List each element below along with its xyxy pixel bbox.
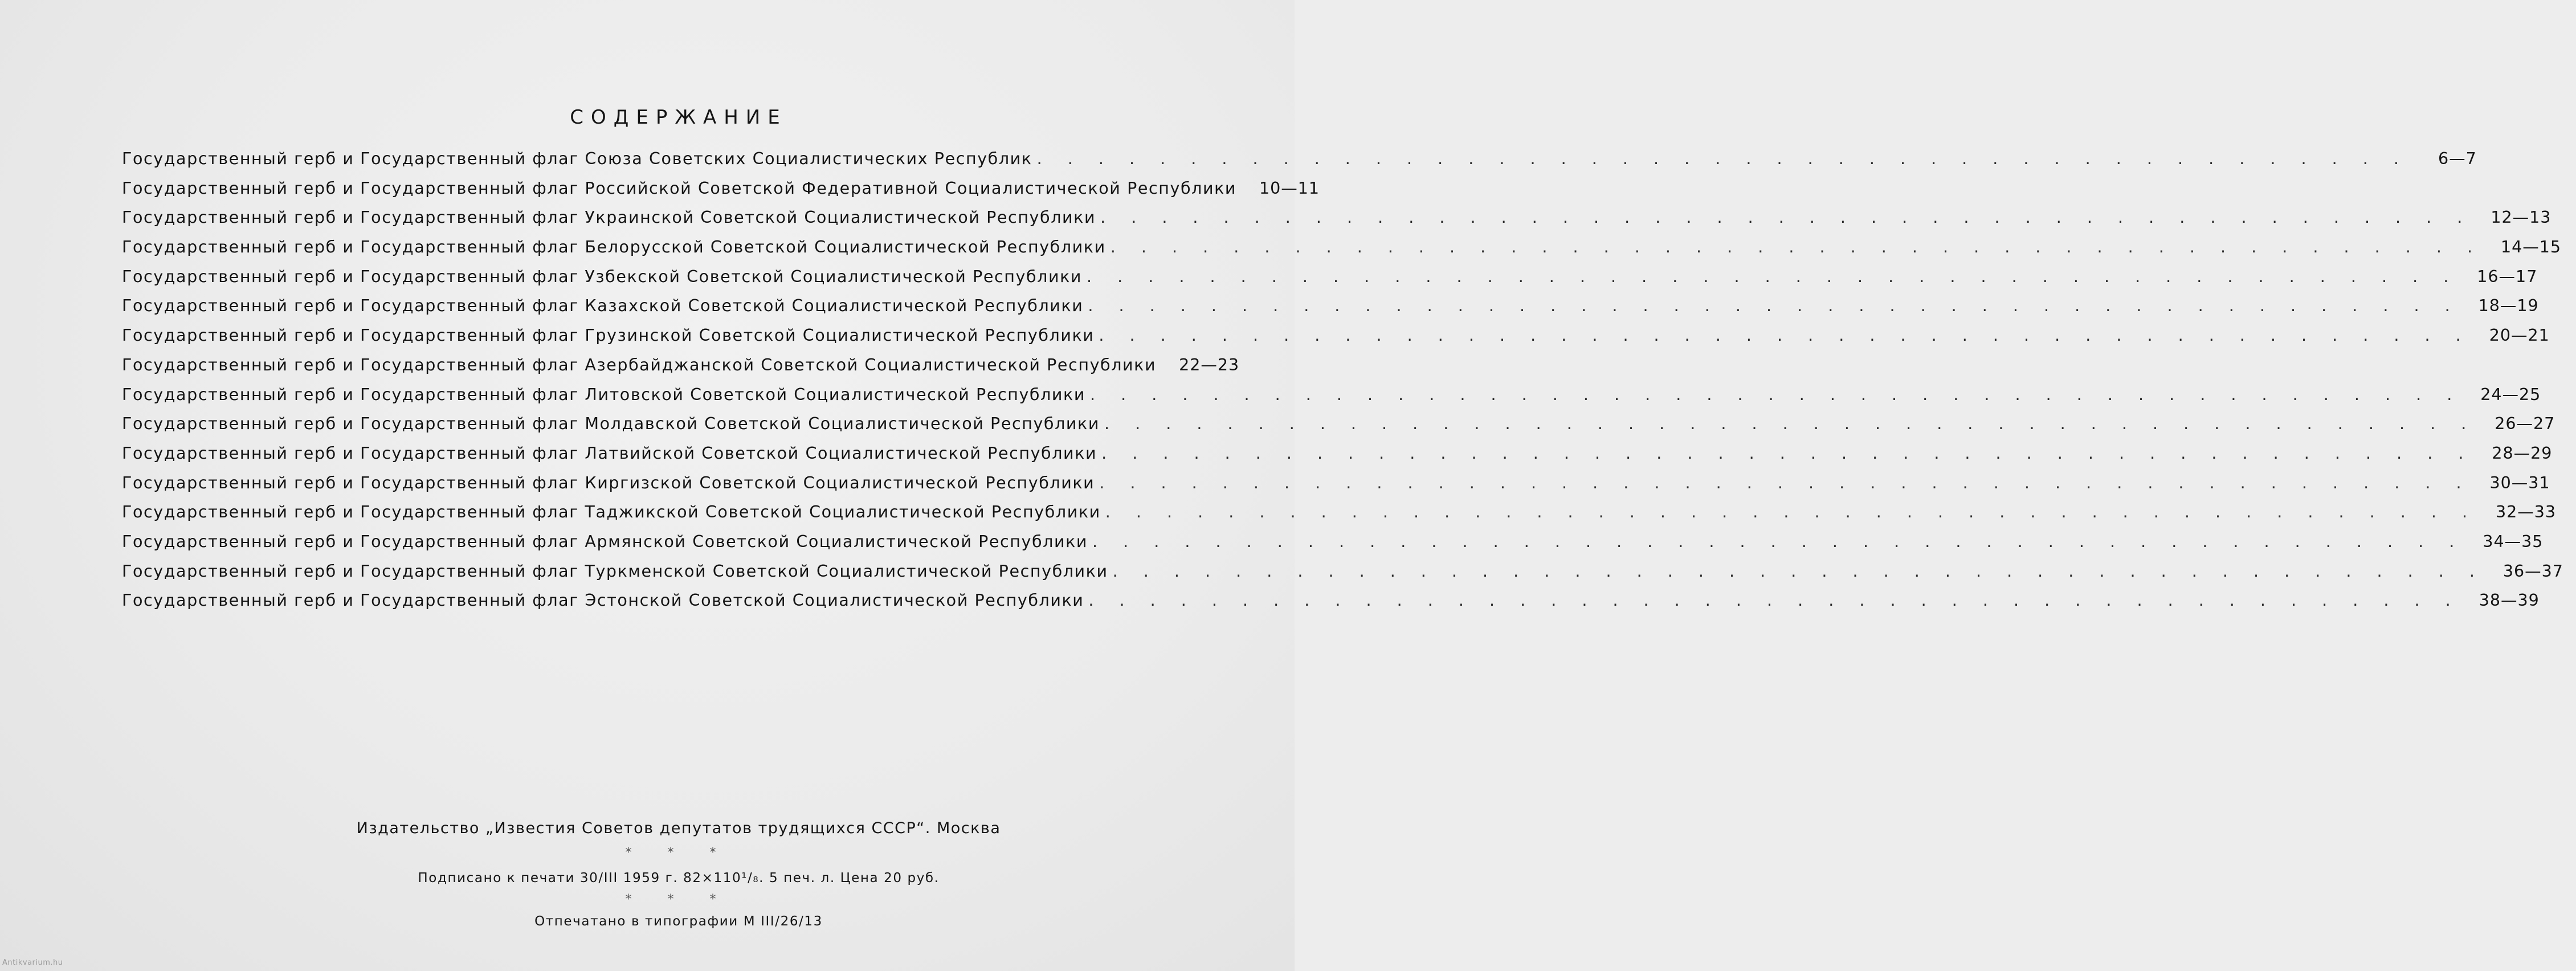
toc-entry-pages: 36—37 — [2502, 561, 2563, 581]
toc-entry-leader: . . . . . . . . . . . . . . . . . . . . . . . . . . . . . . . . . . . . . . . . . . . . . — [1099, 473, 2472, 492]
toc-entry-title: Государственный герб и Государственный флаг Молдавской Советской Социалистической Республики — [122, 414, 1100, 434]
toc-entry-pages: 28—29 — [2492, 443, 2553, 463]
page-title: СОДЕРЖАНИЕ — [570, 106, 787, 129]
toc-entry-pages: 12—13 — [2491, 208, 2551, 227]
toc-entry-pages: 22—23 — [1179, 355, 1240, 374]
toc-entry-leader: . . . . . . . . . . . . . . . . . . . . . . . . . . . . . . . . . . . . . . . . . . . . . — [1110, 238, 2483, 257]
toc-entry-title: Государственный герб и Государственный флаг Литовской Советской Социалистической Республики — [122, 385, 1085, 404]
toc-entry — [122, 385, 2541, 415]
toc-entry-pages: 24—25 — [2480, 385, 2541, 404]
toc-entry — [122, 532, 2544, 562]
toc-entry-leader: . . . . . . . . . . . . . . . . . . . . . . . . . . . . . . . . . . . . . . . . . . . . . — [1105, 503, 2478, 522]
toc-entry-pages: 6—7 — [2438, 149, 2477, 168]
toc-entry-leader: . . . . . . . . . . . . . . . . . . . . . . . . . . . . . . . . . . . . . . . . . . . . . — [1089, 385, 2463, 404]
toc-entry-leader: . . . . . . . . . . . . . . . . . . . . . . . . . . . . . . . . . . . . . . . . . . . . . — [1087, 267, 2459, 286]
toc-entry — [122, 503, 2557, 532]
toc-entry — [122, 473, 2550, 503]
table-of-contents — [122, 149, 2563, 621]
toc-entry — [122, 561, 2563, 591]
toc-entry-title: Государственный герб и Государственный флаг Таджикской Советской Социалистической Республики — [122, 503, 1101, 522]
toc-entry — [122, 326, 2550, 356]
separator-stars: * * * — [625, 846, 732, 860]
printing-house-line: Отпечатано в типографии М III/26/13 — [534, 914, 823, 929]
toc-entry — [122, 208, 2551, 238]
toc-entry — [122, 443, 2553, 474]
toc-entry-pages: 18—19 — [2478, 296, 2539, 316]
toc-entry-pages: 10—11 — [1259, 178, 1320, 198]
toc-entry-title: Государственный герб и Государственный флаг Узбекской Советской Социалистической Республики — [122, 267, 1083, 286]
toc-entry-pages: 34—35 — [2483, 532, 2544, 551]
toc-entry-title: Государственный герб и Государственный флаг Эстонской Советской Социалистической Республики — [122, 591, 1084, 610]
print-info-line: Подписано к печати 30/III 1959 г. 82×110¹/₈. 5 печ. л. Цена 20 руб. — [418, 871, 940, 886]
toc-entry-title: Государственный герб и Государственный флаг Киргизской Советской Социалистической Республики — [122, 473, 1095, 492]
separator-stars: * * * — [625, 892, 732, 907]
toc-entry-title: Государственный герб и Государственный флаг Казахской Советской Социалистической Республики — [122, 296, 1084, 316]
toc-entry — [122, 149, 2477, 179]
toc-entry-leader: . . . . . . . . . . . . . . . . . . . . . . . . . . . . . . . . . . . . . . . . . . . . . — [1092, 532, 2465, 551]
toc-entry-title: Государственный герб и Государственный флаг Украинской Советской Социалистической Республики — [122, 208, 1096, 227]
toc-entry-pages: 32—33 — [2496, 503, 2557, 522]
toc-entry-leader: . . . . . . . . . . . . . . . . . . . . . . . . . . . . . . . . . . . . . . . . . . . . . — [1100, 208, 2473, 227]
toc-entry-title: Государственный герб и Государственный флаг Туркменской Советской Социалистической Республики — [122, 561, 1108, 581]
toc-entry-leader: . . . . . . . . . . . . . . . . . . . . . . . . . . . . . . . . . . . . . . . . . . . . . — [1088, 591, 2461, 610]
toc-entry — [122, 591, 2540, 621]
toc-entry-title: Государственный герб и Государственный флаг Российской Советской Федеративной Социалистической Республики — [122, 178, 1237, 198]
toc-entry-pages: 16—17 — [2477, 267, 2538, 286]
toc-entry-title: Государственный герб и Государственный флаг Белорусской Советской Социалистической Республики — [122, 238, 1106, 257]
toc-entry — [122, 178, 1320, 209]
toc-entry-pages: 38—39 — [2479, 591, 2540, 610]
toc-entry-leader: . . . . . . . . . . . . . . . . . . . . . . . . . . . . . . . . . . . . . . . . . . . . . — [1112, 561, 2485, 581]
toc-entry-leader: . . . . . . . . . . . . . . . . . . . . . . . . . . . . . . . . . . . . . . . . . . . . . — [1036, 149, 2409, 168]
toc-entry-leader: . . . . . . . . . . . . . . . . . . . . . . . . . . . . . . . . . . . . . . . . . . . . . — [1088, 296, 2460, 316]
watermark: Antikvarium.hu — [2, 958, 63, 967]
publisher-line: Издательство „Известия Советов депутатов трудящихся СССР“. Москва — [356, 819, 1001, 837]
toc-entry-title: Государственный герб и Государственный флаг Союза Советских Социалистических Республик — [122, 149, 1032, 168]
toc-entry-pages: 20—21 — [2489, 326, 2550, 345]
toc-entry — [122, 414, 2555, 444]
toc-entry — [122, 267, 2538, 297]
toc-entry — [122, 355, 1240, 385]
toc-entry-leader: . . . . . . . . . . . . . . . . . . . . . . . . . . . . . . . . . . . . . . . . . . . . . — [1104, 414, 2477, 434]
toc-entry-leader: . . . . . . . . . . . . . . . . . . . . . . . . . . . . . . . . . . . . . . . . . . . . . — [1099, 326, 2471, 345]
toc-entry-leader: . . . . . . . . . . . . . . . . . . . . . . . . . . . . . . . . . . . . . . . . . . . . . — [1101, 443, 2474, 463]
toc-entry-pages: 14—15 — [2501, 238, 2562, 257]
toc-entry-title: Государственный герб и Государственный флаг Латвийской Советской Социалистической Республики — [122, 443, 1097, 463]
toc-entry-title: Государственный герб и Государственный флаг Армянской Советской Социалистической Республики — [122, 532, 1088, 551]
toc-entry-pages: 26—27 — [2495, 414, 2555, 434]
toc-entry-title: Государственный герб и Государственный флаг Грузинской Советской Социалистической Республики — [122, 326, 1095, 345]
toc-entry-title: Государственный герб и Государственный флаг Азербайджанской Советской Социалистической Республики — [122, 355, 1157, 374]
toc-entry-pages: 30—31 — [2489, 473, 2550, 492]
toc-entry — [122, 296, 2539, 326]
toc-entry — [122, 238, 2562, 267]
